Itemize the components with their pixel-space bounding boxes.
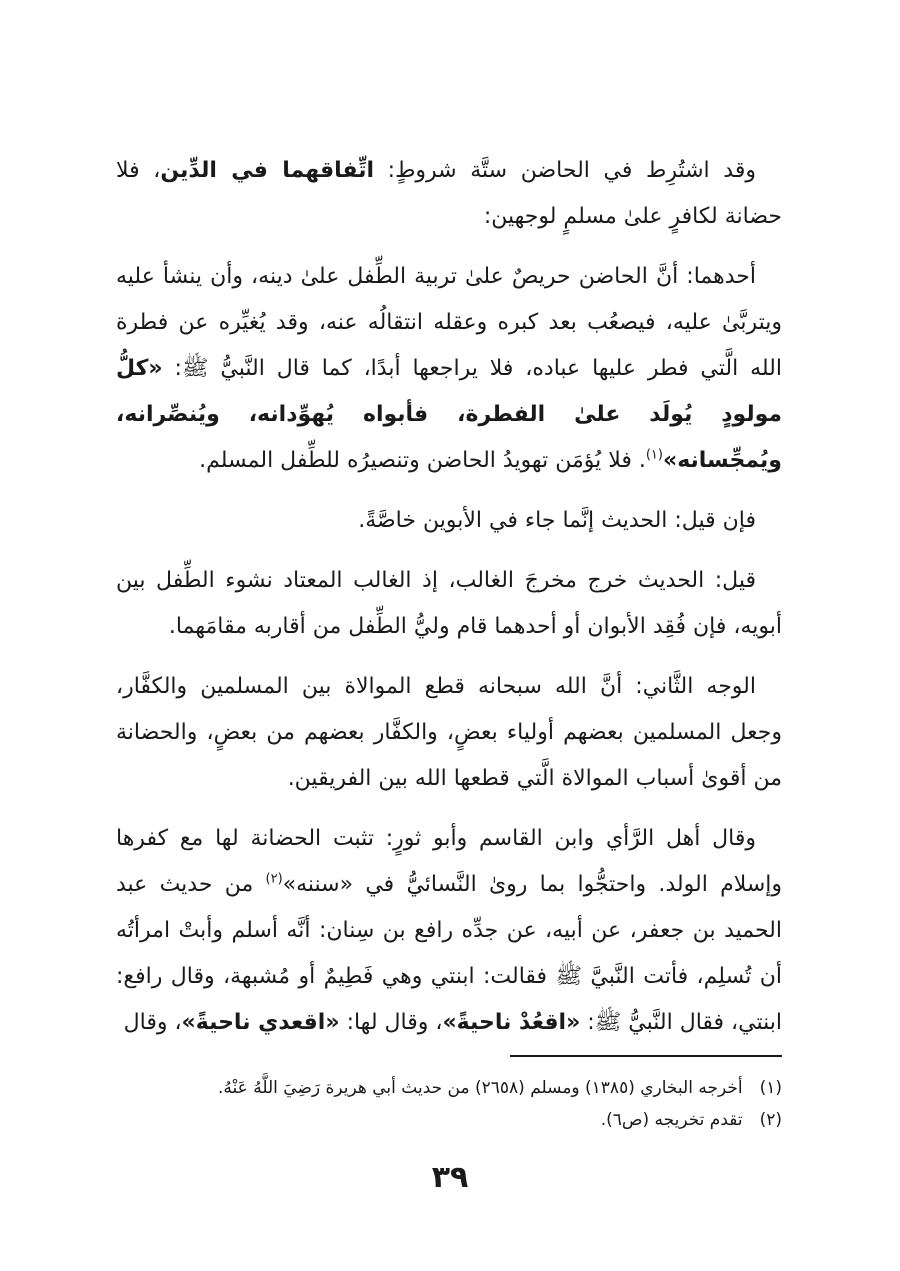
paragraph: [116, 816, 782, 1046]
text-run: ، فلا حضانة لكافرٍ علىٰ مسلمٍ لوجهين:: [116, 158, 782, 229]
bold-text: «اقعُدْ ناحيةً»: [442, 1010, 581, 1035]
paragraph: [116, 664, 782, 802]
paragraph: [116, 148, 782, 240]
paragraph: [116, 558, 782, 650]
footnote-separator: [510, 1055, 782, 1057]
paragraph: [116, 498, 782, 544]
paragraph: [116, 254, 782, 484]
footnote: [116, 1072, 782, 1104]
text-run: ، وقال: [123, 1010, 182, 1035]
footnote-text: أخرجه البخاري (١٣٨٥) ومسلم (٢٦٥٨) من حديث أبي هريرة رَضِيَ اللَّهُ عَنْهُ.: [218, 1078, 743, 1098]
footnote-ref: (٢): [265, 871, 283, 887]
footnotes: [116, 1072, 782, 1136]
main-text: [116, 148, 782, 1060]
footnote: [116, 1104, 782, 1136]
bold-text: اتِّفاقهما في الدِّين: [160, 158, 375, 183]
bold-text: «اقعدي ناحيةً»: [181, 1010, 340, 1035]
footnote-number: (١): [759, 1078, 782, 1098]
text-run: ، وقال لها:: [339, 1010, 443, 1035]
footnote-text: تقدم تخريجه (ص٦).: [600, 1110, 743, 1130]
text-run: أحدهما: أنَّ الحاضن حريصٌ علىٰ تربية الطِّفل علىٰ دينه، وأن ينشأ عليه ويتربَّىٰ عليه، فيصعُب بعد كبره وعقله انتقالُه عنه، وقد يُغيِّره عن فطرة الله الَّتي فطر عليها عباده، فلا يراجعها أبدًا، كما قال النَّبيُّ ﷺ:: [116, 264, 782, 381]
footnote-number: (٢): [759, 1110, 782, 1130]
footnote-ref: (١): [645, 447, 663, 463]
text-run: الوجه الثَّاني: أنَّ الله سبحانه قطع الموالاة بين المسلمين والكفَّار، وجعل المسلمين بعضهم أولياء بعضٍ، والكفَّار بعضهم من بعضٍ، والحضانة من أقوىٰ أسباب الموالاة الَّتي قطعها الله بين الفريقين.: [116, 674, 782, 791]
text-run: . فلا يُؤمَن تهويدُ الحاضن وتنصيرُه للطِّفل المسلم.: [199, 448, 646, 473]
page-number: ٣٩: [431, 1160, 469, 1195]
text-run: فإن قيل: الحديث إنَّما جاء في الأبوين خاصَّةً.: [358, 508, 756, 533]
text-run: قيل: الحديث خرج مخرجَ الغالب، إذ الغالب المعتاد نشوء الطِّفل بين أبويه، فإن فُقِد الأبوان أو أحدهما قام وليُّ الطِّفل من أقاربه مقامَهما.: [116, 568, 782, 639]
text-run: وقال أهل الرَّأي وابن القاسم وأبو ثورٍ: تثبت الحضانة لها مع كفرها وإسلام الولد. واحتجُّوا بما روىٰ النَّسائيُّ في «سننه»: [116, 826, 782, 897]
text-run: وقد اشتُرِط في الحاضن ستَّة شروطٍ:: [374, 158, 756, 183]
text-run: من حديث عبد الحميد بن جعفر، عن أبيه، عن جدِّه رافع بن سِنان: أنَّه أسلم وأبتْ امرأتُه أن تُسلِم، فأتت النَّبيَّ ﷺ فقالت: ابنتي وهي فَطِيمٌ أو مُشبهة، وقال رافع: ابنتي، فقال النَّبيُّ ﷺ:: [116, 872, 782, 1035]
bold-text: «كلُّ مولودٍ يُولَد علىٰ الفطرة، فأبواه يُهوِّدانه، ويُنصِّرانه، ويُمجِّسانه»: [116, 356, 782, 473]
